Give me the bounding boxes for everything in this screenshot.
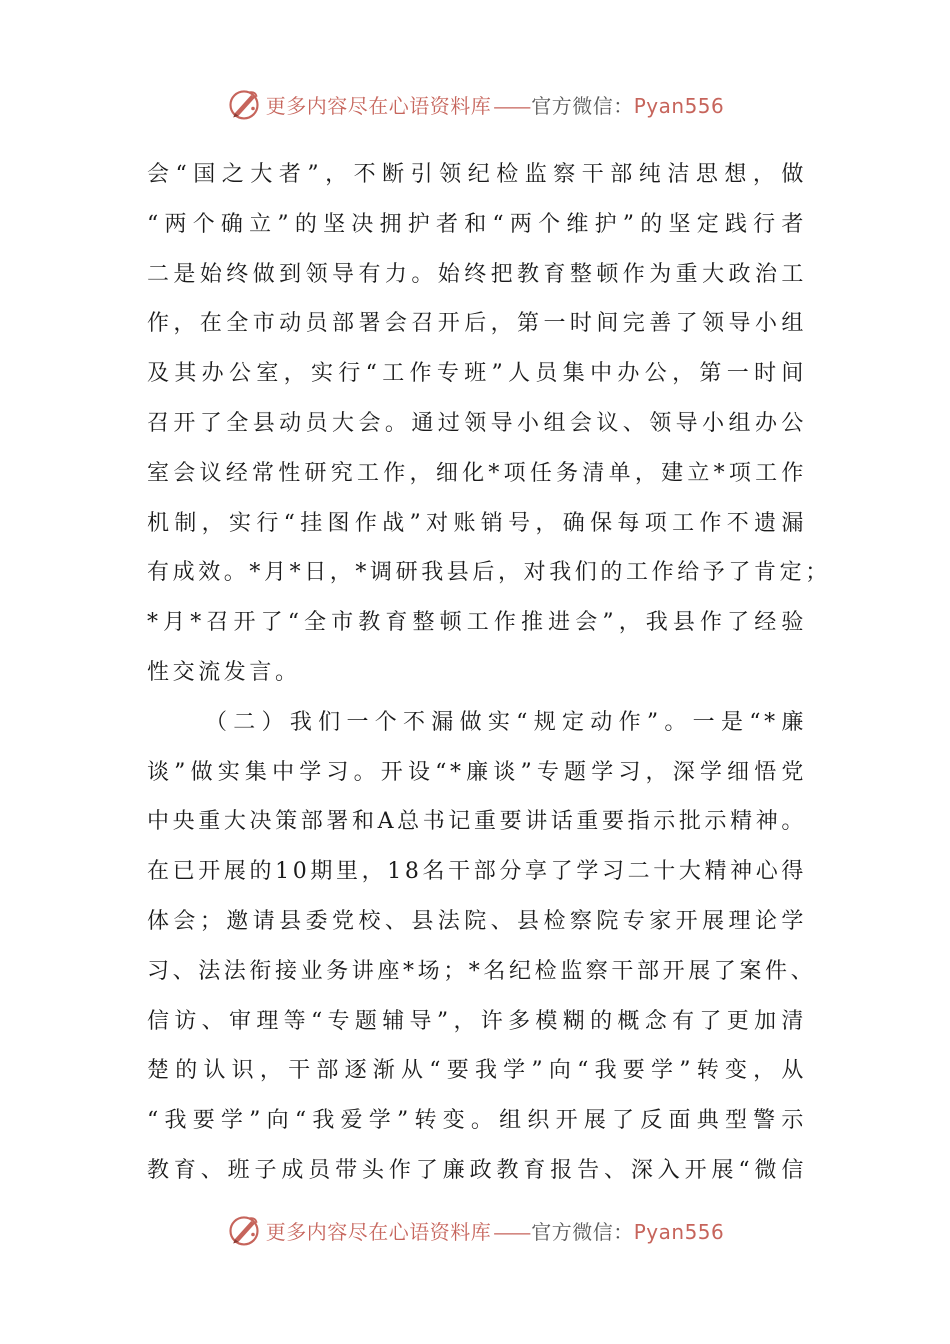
watermark-wechat-id: Pyan556: [633, 1219, 725, 1244]
section-heading-line: （二）我们一个不漏做实“规定动作”。一是“*廉: [205, 709, 807, 735]
text-line: 教育、班子成员带头作了廉政教育报告、深入开展“微信: [147, 1157, 807, 1183]
text-line: 二是始终做到领导有力。始终把教育整顿作为重大政治工: [147, 261, 807, 287]
text-line: 信访、审理等“专题辅导”，许多模糊的概念有了更加清: [147, 1008, 807, 1034]
watermark-site-text: 更多内容尽在心语资料库: [265, 1219, 492, 1244]
watermark-dash: ——: [493, 1219, 530, 1244]
pen-logo-icon: [226, 86, 262, 122]
watermark-text: [266, 90, 725, 119]
text-line: 性交流发言。: [147, 659, 301, 685]
text-line: *月*召开了“全市教育整顿工作推进会”，我县作了经验: [147, 610, 807, 636]
text-line: 机制，实行“挂图作战”对账销号，确保每项工作不遗漏: [147, 510, 807, 536]
text-line: 在已开展的10期里，18名干部分享了学习二十大精神心得: [147, 859, 807, 885]
pen-logo-icon: [226, 1212, 262, 1248]
text-line: “两个确立”的坚决拥护者和“两个维护”的坚定践行者: [147, 211, 807, 237]
text-line: 有成效。*月*日，*调研我县后，对我们的工作给予了肯定；: [147, 560, 831, 586]
text-line: 室会议经常性研究工作，细化*项任务清单，建立*项工作: [147, 460, 807, 486]
text-line: 会“国之大者”，不断引领纪检监察干部纯洁思想，做: [147, 162, 807, 187]
watermark-dash: ——: [493, 93, 530, 118]
watermark-site-text: 更多内容尽在心语资料库: [265, 93, 492, 118]
watermark-wechat-id: Pyan556: [633, 93, 725, 118]
text-line: 习、法法衔接业务讲座*场；*名纪检监察干部开展了案件、: [147, 958, 817, 984]
watermark-text: [266, 1216, 725, 1245]
watermark-official-label: 官方微信：: [531, 93, 634, 118]
document-body: [147, 150, 831, 1196]
text-line: 中央重大决策部署和A总书记重要讲话重要指示批示精神。: [147, 809, 807, 835]
footer-watermark: [0, 1206, 950, 1254]
text-line: 谈”做实集中学习。开设“*廉谈”专题学习，深学细悟党: [147, 759, 807, 785]
text-line: “我要学”向“我爱学”转变。组织开展了反面典型警示: [147, 1108, 807, 1134]
watermark-official-label: 官方微信：: [531, 1219, 634, 1244]
text-line: 作，在全市动员部署会召开后，第一时间完善了领导小组: [147, 311, 807, 337]
text-line: 楚的认识，干部逐渐从“要我学”向“我要学”转变，从: [147, 1058, 807, 1084]
text-line: 体会；邀请县委党校、县法院、县检察院专家开展理论学: [147, 908, 807, 934]
header-watermark: [0, 80, 950, 128]
text-line: 及其办公室，实行“工作专班”人员集中办公，第一时间: [147, 361, 807, 387]
text-line: 召开了全县动员大会。通过领导小组会议、领导小组办公: [147, 410, 807, 436]
